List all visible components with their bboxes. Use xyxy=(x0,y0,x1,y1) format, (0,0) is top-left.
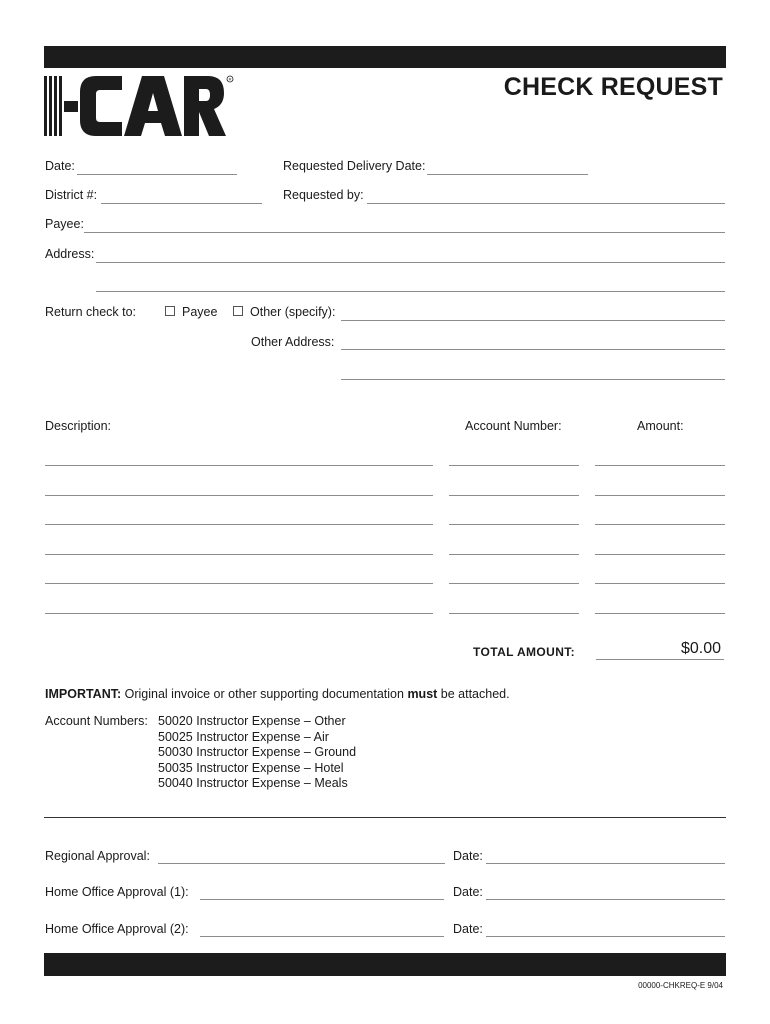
requested-delivery-date-label: Requested Delivery Date: xyxy=(283,159,426,173)
account-number-field[interactable] xyxy=(449,450,579,466)
important-emphasis: must xyxy=(407,687,438,701)
other-address-label: Other Address: xyxy=(251,335,335,349)
regional-approval-date-label: Date: xyxy=(453,849,483,863)
other-address-field[interactable] xyxy=(341,334,725,350)
address-label: Address: xyxy=(45,247,95,261)
regional-approval-field[interactable] xyxy=(158,848,445,864)
home-office-approval-2-date-field[interactable] xyxy=(486,921,725,937)
regional-approval-date-field[interactable] xyxy=(486,848,725,864)
account-number-item: 50025 Instructor Expense – Air xyxy=(158,730,329,744)
payee-option-label: Payee xyxy=(182,305,218,319)
district-label: District #: xyxy=(45,188,98,202)
total-amount-label: TOTAL AMOUNT: xyxy=(473,645,576,659)
amount-header: Amount: xyxy=(637,419,684,433)
important-prefix: IMPORTANT: xyxy=(45,687,122,701)
return-check-label: Return check to: xyxy=(45,305,137,319)
section-divider xyxy=(44,817,726,818)
total-amount-line xyxy=(596,659,724,660)
account-number-item: 50035 Instructor Expense – Hotel xyxy=(158,761,344,775)
amount-field[interactable] xyxy=(595,480,725,496)
home-office-approval-1-date-field[interactable] xyxy=(486,884,725,900)
description-field[interactable] xyxy=(45,509,433,525)
account-number-field[interactable] xyxy=(449,568,579,584)
payee-label: Payee: xyxy=(45,217,84,231)
account-number-field[interactable] xyxy=(449,539,579,555)
account-number-item: 50030 Instructor Expense – Ground xyxy=(158,745,357,759)
description-header: Description: xyxy=(45,419,111,433)
account-number-header: Account Number: xyxy=(465,419,562,433)
home-office-approval-2-label: Home Office Approval (2): xyxy=(45,922,189,936)
payee-checkbox[interactable] xyxy=(165,306,175,316)
other-option-label: Other (specify): xyxy=(250,305,336,319)
form-code: 00000-CHKREQ-E 9/04 xyxy=(638,981,723,990)
description-field[interactable] xyxy=(45,450,433,466)
date-label: Date: xyxy=(45,159,75,173)
other-specify-field[interactable] xyxy=(341,305,725,321)
amount-field[interactable] xyxy=(595,598,725,614)
address-field-line-2[interactable] xyxy=(96,276,725,292)
footer-bar xyxy=(44,953,726,976)
amount-field[interactable] xyxy=(595,539,725,555)
amount-field[interactable] xyxy=(595,509,725,525)
description-field[interactable] xyxy=(45,568,433,584)
description-field[interactable] xyxy=(45,539,433,555)
home-office-approval-1-field[interactable] xyxy=(200,884,444,900)
payee-field[interactable] xyxy=(84,217,725,233)
page-title: CHECK REQUEST xyxy=(503,73,723,101)
header-bar xyxy=(44,46,726,68)
account-number-field[interactable] xyxy=(449,598,579,614)
important-note xyxy=(45,687,510,702)
account-numbers-label: Account Numbers: xyxy=(45,714,148,728)
home-office-approval-1-label: Home Office Approval (1): xyxy=(45,885,189,899)
home-office-approval-2-field[interactable] xyxy=(200,921,444,937)
description-field[interactable] xyxy=(45,598,433,614)
amount-field[interactable] xyxy=(595,568,725,584)
requested-delivery-date-field[interactable] xyxy=(427,159,588,175)
home-office-approval-2-date-label: Date: xyxy=(453,922,483,936)
total-amount-value: $0.00 xyxy=(680,640,721,657)
svg-text:R: R xyxy=(228,76,232,82)
address-field[interactable] xyxy=(96,247,725,263)
account-number-field[interactable] xyxy=(449,480,579,496)
account-number-item: 50020 Instructor Expense – Other xyxy=(158,714,346,728)
home-office-approval-1-date-label: Date: xyxy=(453,885,483,899)
account-number-item: 50040 Instructor Expense – Meals xyxy=(158,776,348,790)
important-text-before: Original invoice or other supporting documentation xyxy=(121,687,408,701)
other-checkbox[interactable] xyxy=(233,306,243,316)
important-text-after: be attached. xyxy=(437,687,510,701)
requested-by-field[interactable] xyxy=(367,188,725,204)
regional-approval-label: Regional Approval: xyxy=(45,849,150,863)
amount-field[interactable] xyxy=(595,450,725,466)
other-address-field-line-2[interactable] xyxy=(341,364,725,380)
icar-logo xyxy=(44,73,234,139)
description-field[interactable] xyxy=(45,480,433,496)
account-number-field[interactable] xyxy=(449,509,579,525)
requested-by-label: Requested by: xyxy=(283,188,364,202)
date-field[interactable] xyxy=(77,159,237,175)
district-field[interactable] xyxy=(101,188,262,204)
